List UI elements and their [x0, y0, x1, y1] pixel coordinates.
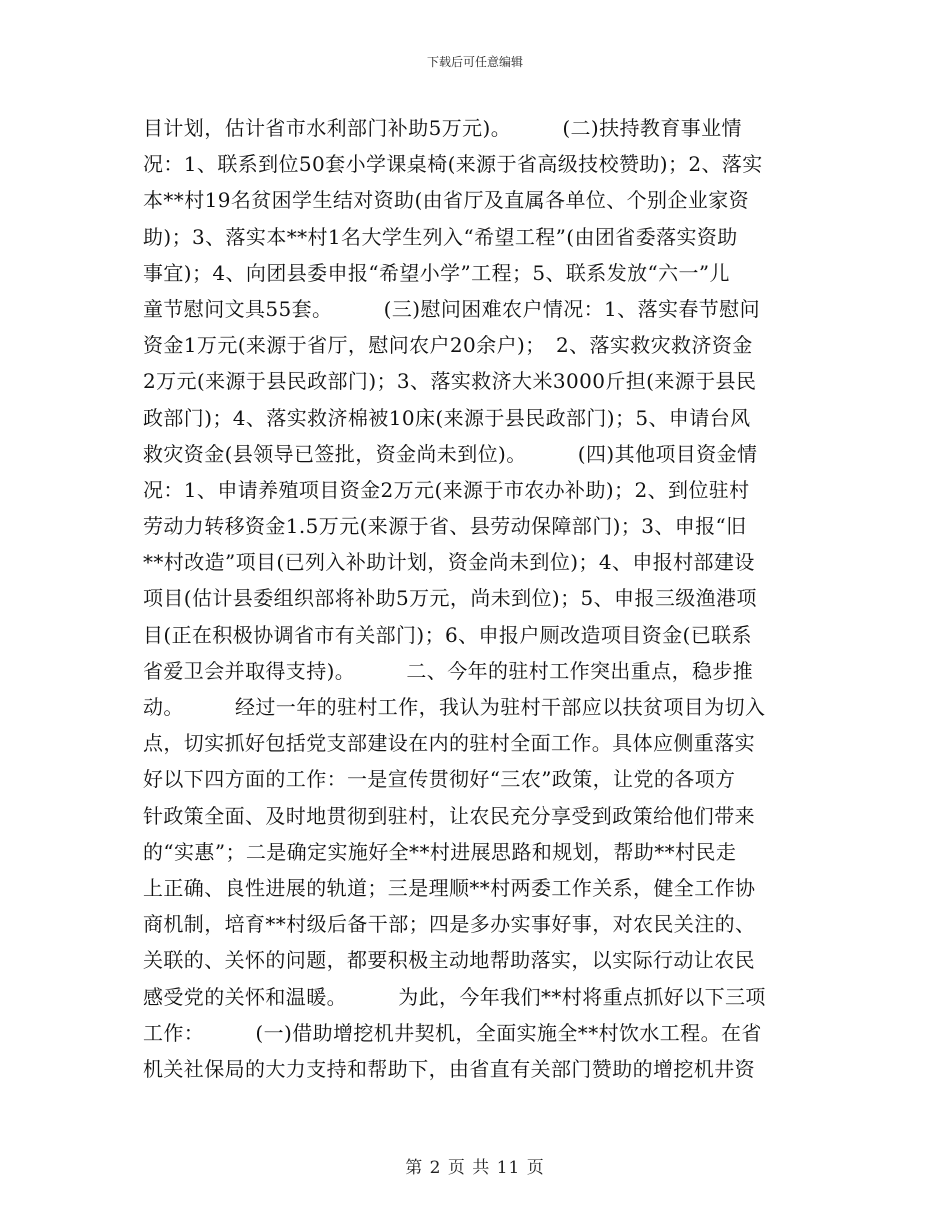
text-line: 商机制，培育**村级后备干部；四是多办实事好事，对农民关注的、: [143, 912, 756, 937]
page-footer: 第 2 页 共 11 页: [405, 1158, 545, 1178]
text-line: 目计划，估计省市水利部门补助5万元)。 (二)扶持教育事业情: [143, 116, 742, 140]
text-line: 目(正在积极协调省市有关部门)；6、申报户厕改造项目资金(已联系: [143, 622, 752, 647]
text-line: 2万元(来源于县民政部门)；3、落实救济大米3000斤担(来源于县民: [143, 369, 757, 394]
page-header: 下载后可任意编辑: [426, 55, 523, 69]
text-line: **村改造”项目(已列入补助计划，资金尚未到位)；4、申报村部建设: [143, 550, 755, 575]
text-line: 点，切实抓好包括党支部建设在内的驻村全面工作。具体应侧重落实: [143, 731, 755, 756]
text-line: 资金1万元(来源于省厅，慰问农户20余户)； 2、落实救灾救济资金: [143, 333, 753, 358]
text-line: 况：1、联系到位50套小学课桌椅(来源于省高级技校赞助)；2、落实: [143, 152, 763, 177]
document-body: [143, 110, 807, 1087]
text-line: 上正确、良性进展的轨道；三是理顺**村两委工作关系，健全工作协: [143, 875, 756, 900]
text-line: 感受党的关怀和温暖。 为此，今年我们**村将重点抓好以下三项: [143, 984, 766, 1009]
text-line: 省爱卫会并取得支持)。 二、今年的驻村工作突出重点，稳步推: [143, 658, 754, 683]
text-line: 机关社保局的大力支持和帮助下，由省直有关部门赞助的增挖机井资: [143, 1056, 755, 1081]
text-line: 助)；3、落实本**村1名大学生列入“希望工程”(由团省委落实资助: [143, 224, 738, 249]
text-line: 童节慰问文具55套。 (三)慰问困难农户情况：1、落实春节慰问: [143, 296, 760, 321]
text-line: 工作： (一)借助增挖机井契机，全面实施全**村饮水工程。在省: [143, 1020, 762, 1045]
text-line: 项目(估计县委组织部将补助5万元，尚未到位)；5、申报三级渔港项: [143, 586, 757, 611]
text-line: 救灾资金(县领导已签批，资金尚未到位)。 (四)其他项目资金情: [143, 441, 758, 466]
text-line: 针政策全面、及时地贯彻到驻村，让农民充分享受到政策给他们带来: [143, 803, 755, 828]
text-line: 况：1、申请养殖项目资金2万元(来源于市农办补助)；2、到位驻村: [143, 477, 750, 502]
text-line: 好以下四方面的工作：一是宣传贯彻好“三农”政策，让党的各项方: [143, 767, 736, 792]
text-line: 政部门)；4、落实救济棉被10床(来源于县民政部门)；5、申请台风: [143, 405, 751, 430]
text-line: 劳动力转移资金1.5万元(来源于省、县劳动保障部门)；3、申报“旧: [143, 514, 747, 539]
text-line: 事宜)；4、向团县委申报“希望小学”工程；5、联系发放“六一”儿: [143, 260, 730, 285]
text-line: 动。 经过一年的驻村工作，我认为驻村干部应以扶贫项目为切入: [143, 695, 766, 719]
text-line: 的“实惠”；二是确定实施好全**村进展思路和规划，帮助**村民走: [143, 839, 737, 864]
text-line: 关联的、关怀的问题，都要积极主动地帮助落实，以实际行动让农民: [143, 948, 755, 973]
text-line: 本**村19名贫困学生结对资助(由省厅及直属各单位、个别企业家资: [143, 188, 750, 213]
